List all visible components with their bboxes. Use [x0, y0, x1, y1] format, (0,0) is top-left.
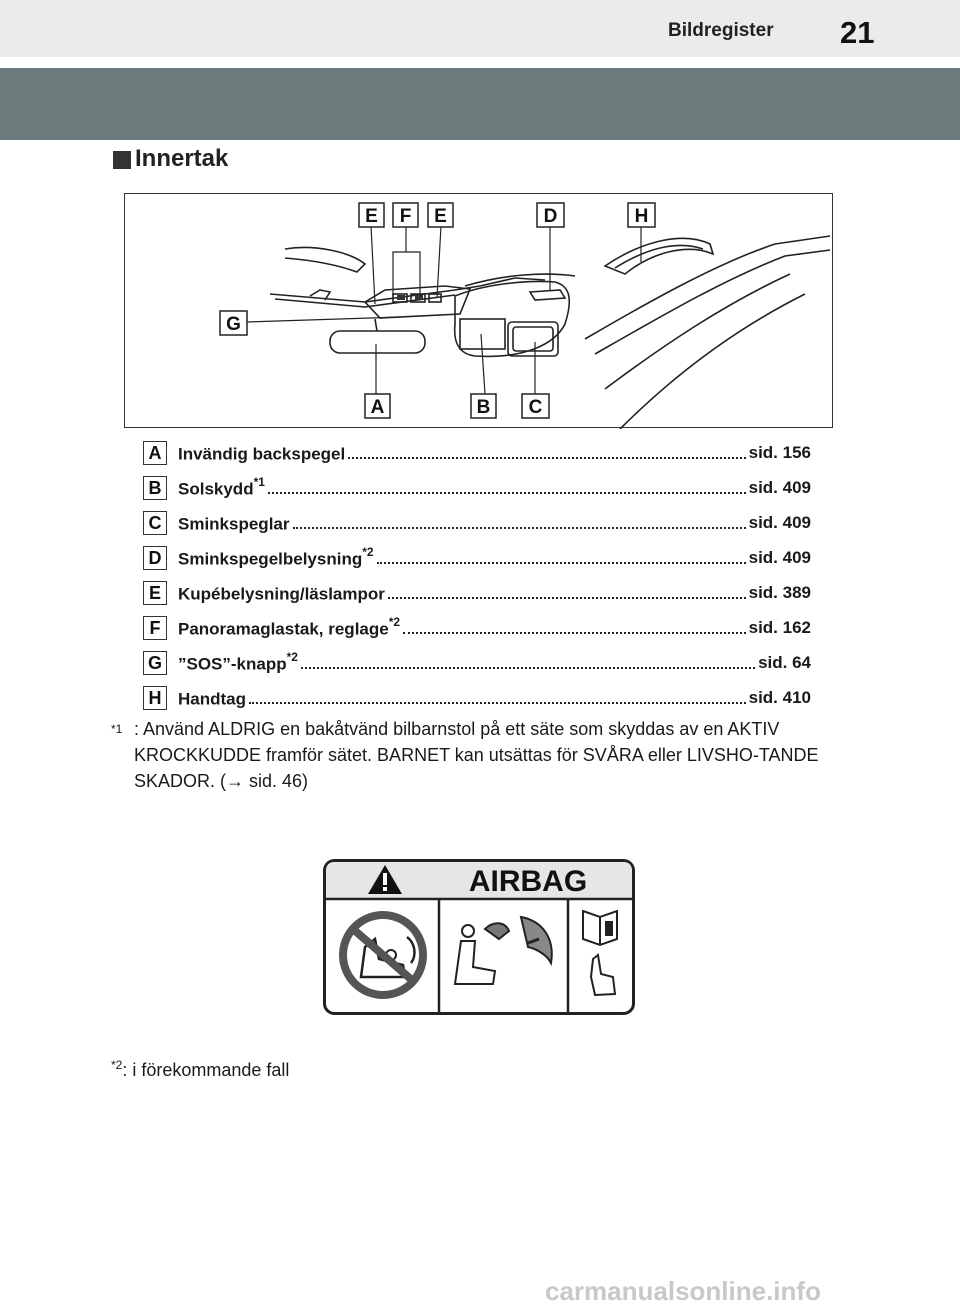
- item-letter: F: [143, 616, 167, 640]
- item-letter: G: [143, 651, 167, 675]
- airbag-warning-label: [323, 859, 635, 1015]
- page-number: 21: [840, 15, 875, 50]
- section-title: Innertak: [135, 145, 229, 172]
- list-item: [143, 510, 811, 536]
- item-letter: E: [143, 581, 167, 605]
- item-page-ref[interactable]: sid. 409: [748, 478, 811, 497]
- footnote-mark: *1: [111, 722, 123, 736]
- item-sup: *2: [388, 614, 401, 629]
- svg-text:E: E: [365, 206, 378, 227]
- watermark: carmanualsonline.info: [545, 1276, 821, 1306]
- item-page-ref[interactable]: sid. 409: [748, 548, 811, 567]
- svg-text:G: G: [226, 314, 241, 335]
- leader-dots: [377, 548, 746, 564]
- airbag-title: AIRBAG: [468, 865, 588, 898]
- footnote-text: : Använd ALDRIG en bakåtvänd bilbarnstol på ett säte som skyddas av en AKTIV KROCKKUDDE framför sätet. BARNET kan utsättas för SVÅRA eller LIVSHO-TANDE SKADOR. (→ sid. 46): [134, 719, 819, 791]
- list-item: [143, 475, 811, 501]
- footnote-2: [111, 1058, 289, 1081]
- svg-text:A: A: [370, 397, 385, 418]
- item-label: Panoramaglastak, reglage: [178, 619, 389, 639]
- svg-text:C: C: [528, 397, 543, 418]
- svg-text:E: E: [434, 206, 447, 227]
- list-item: [143, 650, 811, 676]
- item-letter: C: [143, 511, 167, 535]
- item-letter: A: [143, 441, 167, 465]
- item-page-ref[interactable]: sid. 162: [748, 618, 811, 637]
- page-header-bar: [0, 0, 960, 57]
- item-page-ref[interactable]: sid. 389: [748, 583, 811, 602]
- item-label: Kupébelysning/läslampor: [178, 584, 385, 604]
- item-letter: D: [143, 546, 167, 570]
- leader-dots: [348, 443, 745, 459]
- footnote-text: : i förekommande fall: [122, 1060, 290, 1080]
- callout-a: [365, 394, 390, 418]
- list-item: [143, 440, 811, 466]
- header-title: Bildregister: [668, 20, 774, 41]
- leader-dots: [403, 618, 746, 634]
- item-letter: H: [143, 686, 167, 710]
- leader-dots: [301, 653, 755, 669]
- callout-f: [393, 203, 418, 227]
- callout-g: [220, 311, 247, 335]
- ceiling-diagram: [124, 193, 833, 428]
- item-page-ref[interactable]: sid. 410: [748, 688, 811, 707]
- list-item: [143, 580, 811, 606]
- item-page-ref[interactable]: sid. 156: [748, 443, 811, 462]
- callout-h: [628, 203, 655, 227]
- no-rear-facing-seat-icon: [339, 911, 427, 999]
- ceiling-illustration: [125, 194, 834, 429]
- svg-text:H: H: [634, 206, 649, 227]
- item-sup: *1: [253, 474, 265, 489]
- svg-text:D: D: [543, 206, 558, 227]
- list-item: [143, 685, 811, 711]
- leader-dots: [249, 688, 746, 704]
- section-square-icon: [113, 151, 131, 169]
- item-label: Handtag: [178, 689, 246, 709]
- svg-text:B: B: [476, 397, 491, 418]
- item-label: Invändig backspegel: [178, 444, 346, 464]
- list-item: [143, 545, 811, 571]
- callout-c: [522, 394, 549, 418]
- item-label: ”SOS”-knapp: [178, 654, 287, 674]
- item-page-ref[interactable]: sid. 64: [758, 653, 811, 672]
- callout-d: [537, 203, 564, 227]
- svg-text:F: F: [399, 206, 412, 227]
- leader-dots: [268, 478, 746, 494]
- item-sup: *2: [286, 649, 298, 664]
- footnote-mark: *2: [111, 1058, 123, 1072]
- leader-dots: [293, 513, 746, 529]
- callout-e1: [359, 203, 384, 227]
- list-item: [143, 615, 811, 641]
- section-heading: [113, 145, 228, 173]
- header-band: [0, 68, 960, 140]
- item-sup: *2: [362, 544, 374, 559]
- callout-b: [471, 394, 496, 418]
- callout-e2: [428, 203, 453, 227]
- item-label: Sminkspeglar: [178, 514, 290, 534]
- item-letter: B: [143, 476, 167, 500]
- item-page-ref[interactable]: sid. 409: [748, 513, 811, 532]
- item-label: Solskydd: [178, 479, 254, 499]
- leader-dots: [388, 583, 746, 599]
- item-label: Sminkspegelbelysning: [178, 549, 363, 569]
- footnote-1: [111, 716, 851, 794]
